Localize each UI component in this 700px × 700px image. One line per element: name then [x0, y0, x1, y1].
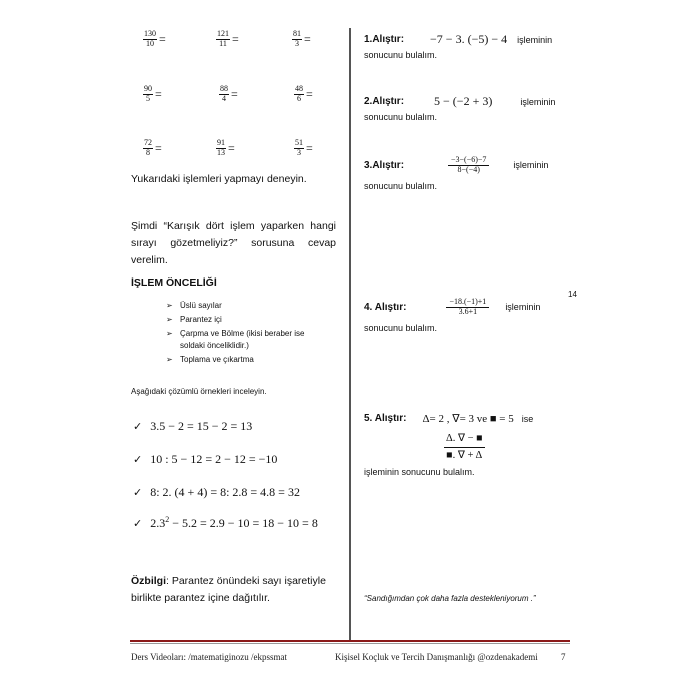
- exercise-tail2: sonucunu bulalım.: [364, 180, 438, 191]
- numerator: 51: [295, 138, 303, 147]
- fraction-item: [216, 30, 239, 49]
- exercise-tail2: sonucunu bulalım.: [364, 112, 438, 122]
- equals-sign: =: [304, 31, 311, 46]
- example-expression: [150, 515, 318, 531]
- exercise-4: [364, 298, 574, 333]
- exercise-2: [364, 94, 574, 122]
- exercise-tail: işleminin: [520, 96, 556, 107]
- fraction-item: [216, 139, 235, 158]
- denominator: 8: [146, 147, 150, 157]
- denominator: 3.6+1: [458, 306, 478, 316]
- exercise-colon: :: [403, 301, 407, 313]
- numerator: −18.(−1)+1: [446, 298, 489, 308]
- priority-list: [180, 300, 330, 366]
- numerator: 81: [293, 29, 301, 38]
- example-expression: 10 : 5 − 12 = 2 − 12 = −10: [150, 452, 278, 466]
- example-expression: 3.5 − 2 = 15 − 2 = 13: [150, 419, 253, 433]
- example-row: [133, 419, 252, 434]
- denominator: 3: [297, 147, 301, 157]
- list-item: ➢ Çarpma ve Bölme (ikisi beraber ise soldaki önceliklidir.): [180, 328, 330, 352]
- check-icon: ✓: [133, 420, 143, 433]
- footer-rule-thin: [130, 643, 570, 644]
- denominator: 10: [146, 38, 154, 48]
- exercise-fraction: [446, 298, 489, 317]
- list-item: ➢ Toplama ve çıkartma: [180, 354, 330, 366]
- exercise-tail2: işleminin sonucunu bulalım.: [364, 467, 475, 478]
- denominator: 3: [295, 38, 299, 48]
- denominator: 11: [219, 38, 227, 48]
- exercise-tail: işleminin: [505, 302, 541, 313]
- exercise-expression: −7 − 3. (−5) − 4: [430, 32, 508, 46]
- fraction-item: [143, 85, 162, 104]
- check-icon: ✓: [133, 453, 143, 466]
- numerator: 88: [220, 84, 228, 93]
- denominator: ■. ∇ + Δ: [446, 449, 483, 461]
- equals-sign: =: [159, 31, 166, 46]
- footer-right-text: Kişisel Koçluk ve Tercih Danışmanlığı @ozdenakademi: [335, 652, 538, 662]
- exercise-fraction: [444, 433, 485, 461]
- numerator: 48: [295, 84, 303, 93]
- exercise-tail2: sonucunu bulalım.: [364, 322, 438, 333]
- note-paragraph: [131, 573, 341, 607]
- column-divider: [349, 28, 351, 640]
- equals-sign: =: [306, 86, 313, 101]
- section-heading: İŞLEM ÖNCELİĞİ: [131, 277, 217, 289]
- exercise-given-tail: ise: [521, 413, 534, 424]
- example-row: [133, 452, 277, 467]
- exercise-expression: 5 − (−2 + 3): [434, 94, 493, 108]
- examples-intro: Aşağıdaki çözümlü örnekleri inceleyin.: [131, 387, 267, 396]
- page-number: 7: [561, 652, 566, 662]
- exercise-3: [364, 156, 574, 191]
- note-text: : Parantez önündeki sayı işaretiyle birlikte parantez içine dağıtılır.: [131, 575, 326, 604]
- equals-sign: =: [232, 31, 239, 46]
- equals-sign: =: [231, 86, 238, 101]
- fraction-item: [292, 30, 311, 49]
- expr-part: − 5.2 = 2.9 − 10 = 18 − 10 = 8: [169, 516, 318, 530]
- note-label: Özbilgi: [131, 575, 166, 587]
- example-row: [133, 515, 318, 531]
- denominator: 13: [217, 147, 225, 157]
- exercise-label: 1.Alıştır: [364, 34, 401, 45]
- exercise-tail: işleminin: [513, 160, 549, 171]
- fraction-item: [143, 30, 166, 49]
- exercise-label: 5. Alıştır: [364, 413, 404, 424]
- denominator: 6: [297, 93, 301, 103]
- exercise-colon: :: [400, 96, 405, 107]
- example-expression: 8: 2. (4 + 4) = 8: 2.8 = 4.8 = 32: [150, 485, 300, 499]
- exercise-5: [364, 412, 584, 477]
- equals-sign: =: [228, 140, 235, 155]
- check-icon: ✓: [133, 486, 143, 499]
- exercise-given: Δ= 2 , ∇= 3 ve ■ = 5: [422, 413, 514, 425]
- exercise-colon: :: [400, 159, 405, 171]
- denominator: 4: [222, 93, 226, 103]
- fraction-item: [294, 85, 313, 104]
- list-item: ➢ Parantez içi: [180, 314, 330, 326]
- equals-sign: =: [306, 140, 313, 155]
- footer-rule: [130, 640, 570, 642]
- denominator: 8−(−4): [457, 164, 480, 174]
- expr-part: 2.3: [150, 516, 166, 530]
- exponent: 2: [165, 515, 170, 524]
- question-text: Şimdi “Karışık dört işlem yaparken hangi sırayı gözetmeliyiz?” sorusuna cevap verelim.: [131, 220, 336, 266]
- exercise-colon: :: [400, 34, 405, 45]
- numerator: −3−(−6)−7: [448, 156, 489, 166]
- footer-left-text: Ders Videoları: /matematiginozu /ekpssmat: [131, 652, 288, 662]
- exercise-1: [364, 32, 574, 60]
- numerator: 130: [144, 29, 156, 38]
- page-mark: 14: [568, 290, 577, 299]
- numerator: 91: [217, 138, 225, 147]
- check-icon: ✓: [133, 516, 143, 530]
- exercise-label: 4. Alıştır: [364, 301, 404, 313]
- equals-sign: =: [155, 86, 162, 101]
- denominator: 5: [146, 93, 150, 103]
- fraction-item: [219, 85, 238, 104]
- fraction-item: [143, 139, 162, 158]
- fraction-item: [294, 139, 313, 158]
- exercise-label: 2.Alıştır: [364, 96, 401, 107]
- numerator: 90: [144, 84, 152, 93]
- exercise-fraction: [448, 156, 489, 175]
- quote-text: “Sandığımdan çok daha fazla destekleniyorum .”: [364, 594, 536, 603]
- try-text: Yukarıdaki işlemleri yapmayı deneyin.: [131, 173, 307, 185]
- exercise-label: 3.Alıştır: [364, 159, 401, 171]
- exercise-tail: işleminin: [517, 34, 553, 45]
- numerator: Δ. ∇ − ■: [444, 433, 485, 448]
- example-row: [133, 485, 300, 500]
- equals-sign: =: [155, 140, 162, 155]
- exercise-tail2: sonucunu bulalım.: [364, 50, 438, 60]
- numerator: 72: [144, 138, 152, 147]
- exercise-colon: :: [403, 413, 407, 424]
- numerator: 121: [217, 29, 229, 38]
- list-item: ➢ Üslü sayılar: [180, 300, 330, 312]
